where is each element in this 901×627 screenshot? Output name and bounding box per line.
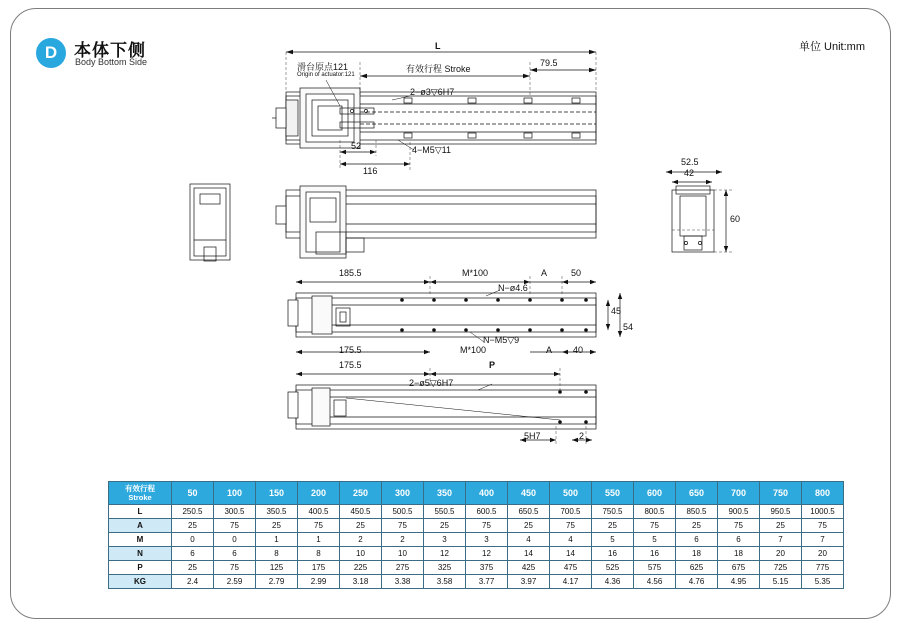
cell: 4.76 (676, 575, 718, 589)
cell: 950.5 (760, 505, 802, 519)
dim-label-2: 2 (579, 431, 585, 441)
cell: 0 (172, 533, 214, 547)
cell: 650.5 (508, 505, 550, 519)
corner-label-cn: 有效行程 (125, 484, 155, 493)
cell: 18 (676, 547, 718, 561)
dim-label-54: 54 (623, 322, 634, 332)
cell: 6 (172, 547, 214, 561)
hole-callout-nm5: N−M5▽9 (483, 335, 520, 345)
cell: 2.79 (256, 575, 298, 589)
col-header: 250 (340, 482, 382, 505)
dim-label-116: 116 (363, 166, 378, 176)
corner-label-en: Stroke (128, 493, 152, 502)
table-row (109, 547, 844, 561)
cell: 75 (382, 519, 424, 533)
table-row (109, 505, 844, 519)
col-header: 600 (634, 482, 676, 505)
cell: 25 (508, 519, 550, 533)
cell: 75 (214, 561, 256, 575)
col-header: 700 (718, 482, 760, 505)
table-corner-header (109, 482, 172, 505)
cell: 14 (550, 547, 592, 561)
section-badge: D (36, 38, 66, 68)
cell: 1000.5 (802, 505, 844, 519)
cell: 475 (550, 561, 592, 575)
cell: 550.5 (424, 505, 466, 519)
cell: 75 (550, 519, 592, 533)
cell: 3.38 (382, 575, 424, 589)
col-header: 800 (802, 482, 844, 505)
spec-table-body (109, 505, 844, 589)
cell: 125 (256, 561, 298, 575)
col-header: 350 (424, 482, 466, 505)
cell: 12 (466, 547, 508, 561)
dim-label-79-5: 79.5 (540, 58, 558, 68)
cell: 10 (382, 547, 424, 561)
cell: 75 (718, 519, 760, 533)
cell: 350.5 (256, 505, 298, 519)
table-header-row (109, 482, 844, 505)
cell: 6 (676, 533, 718, 547)
cell: 575 (634, 561, 676, 575)
cell: 3.77 (466, 575, 508, 589)
cell: 0 (214, 533, 256, 547)
cell: 18 (718, 547, 760, 561)
col-header: 550 (592, 482, 634, 505)
spec-table (108, 481, 844, 589)
cell: 5.35 (802, 575, 844, 589)
cell: 3 (424, 533, 466, 547)
col-header: 300 (382, 482, 424, 505)
table-row (109, 561, 844, 575)
dim-label-A-top: A (541, 268, 548, 278)
cell: 25 (760, 519, 802, 533)
cell: 7 (760, 533, 802, 547)
cell: 10 (340, 547, 382, 561)
col-header: 200 (298, 482, 340, 505)
cell: 20 (802, 547, 844, 561)
cell: 375 (466, 561, 508, 575)
cell: 625 (676, 561, 718, 575)
hole-callout-2x3: 2−ø3▽6H7 (410, 87, 455, 97)
cell: 6 (718, 533, 760, 547)
col-header: 500 (550, 482, 592, 505)
table-row (109, 519, 844, 533)
table-row (109, 575, 844, 589)
cell: 12 (424, 547, 466, 561)
hole-callout-2x5: 2−ø5▽6H7 (409, 378, 454, 388)
dim-label-185-5: 185.5 (339, 268, 362, 278)
table-row (109, 533, 844, 547)
cell: 2.59 (214, 575, 256, 589)
dim-label-A-bottom: A (546, 345, 553, 355)
cell: 775 (802, 561, 844, 575)
col-header: 150 (256, 482, 298, 505)
row-header: N (109, 547, 172, 561)
cell: 675 (718, 561, 760, 575)
dim-label-60: 60 (730, 214, 741, 224)
dim-label-50: 50 (571, 268, 582, 278)
cell: 25 (424, 519, 466, 533)
dim-label-175-5-mid: 175.5 (339, 345, 362, 355)
cell: 2 (382, 533, 424, 547)
dim-label-42: 42 (684, 168, 695, 178)
col-header: 450 (508, 482, 550, 505)
dim-label-P: P (489, 360, 496, 370)
origin-label-cn: 滑台原点121 (297, 62, 349, 72)
cell: 25 (592, 519, 634, 533)
row-header: A (109, 519, 172, 533)
cell: 600.5 (466, 505, 508, 519)
cell: 25 (676, 519, 718, 533)
cell: 1 (298, 533, 340, 547)
cell: 4 (550, 533, 592, 547)
cell: 3.97 (508, 575, 550, 589)
cell: 2 (340, 533, 382, 547)
cell: 75 (214, 519, 256, 533)
cell: 16 (592, 547, 634, 561)
cell: 3 (466, 533, 508, 547)
dim-label-45: 45 (611, 306, 622, 316)
dim-label-m100-bottom: M*100 (460, 345, 487, 355)
cell: 75 (466, 519, 508, 533)
col-header: 100 (214, 482, 256, 505)
cell: 725 (760, 561, 802, 575)
cell: 175 (298, 561, 340, 575)
cell: 25 (340, 519, 382, 533)
dim-label-52-5: 52.5 (681, 157, 699, 167)
cell: 750.5 (592, 505, 634, 519)
cell: 75 (802, 519, 844, 533)
cell: 4.36 (592, 575, 634, 589)
cell: 4.56 (634, 575, 676, 589)
cell: 800.5 (634, 505, 676, 519)
cell: 500.5 (382, 505, 424, 519)
cell: 4.95 (718, 575, 760, 589)
hole-callout-n46: N−ø4.6 (498, 283, 528, 293)
cell: 25 (256, 519, 298, 533)
cell: 4 (508, 533, 550, 547)
row-header: M (109, 533, 172, 547)
cell: 16 (634, 547, 676, 561)
cell: 525 (592, 561, 634, 575)
page-title: 本体下侧 (74, 41, 146, 60)
cell: 5.15 (760, 575, 802, 589)
cell: 4.17 (550, 575, 592, 589)
cell: 3.18 (340, 575, 382, 589)
col-header: 650 (676, 482, 718, 505)
cell: 2.4 (172, 575, 214, 589)
spec-table-head (109, 482, 844, 505)
cell: 275 (382, 561, 424, 575)
cell: 1 (256, 533, 298, 547)
cell: 25 (172, 519, 214, 533)
cell: 7 (802, 533, 844, 547)
cell: 75 (634, 519, 676, 533)
cell: 300.5 (214, 505, 256, 519)
dim-label-175-5-bottom: 175.5 (339, 360, 362, 370)
col-header: 50 (172, 482, 214, 505)
row-header: KG (109, 575, 172, 589)
cell: 900.5 (718, 505, 760, 519)
cell: 450.5 (340, 505, 382, 519)
cell: 2.99 (298, 575, 340, 589)
cell: 250.5 (172, 505, 214, 519)
dim-label-L: L (435, 41, 441, 51)
col-header: 400 (466, 482, 508, 505)
cell: 75 (298, 519, 340, 533)
unit-label: 单位 Unit:mm (799, 41, 865, 53)
cell: 8 (298, 547, 340, 561)
dim-label-5h7: 5H7 (524, 431, 541, 441)
row-header: L (109, 505, 172, 519)
cell: 5 (592, 533, 634, 547)
cell: 6 (214, 547, 256, 561)
cell: 850.5 (676, 505, 718, 519)
cell: 425 (508, 561, 550, 575)
cell: 225 (340, 561, 382, 575)
dim-label-52: 52 (351, 141, 362, 151)
cell: 20 (760, 547, 802, 561)
spec-table-wrap (108, 481, 844, 589)
cell: 14 (508, 547, 550, 561)
stroke-label: 有效行程 Stroke (406, 64, 471, 74)
cell: 325 (424, 561, 466, 575)
cell: 3.58 (424, 575, 466, 589)
cell: 8 (256, 547, 298, 561)
page-subtitle: Body Bottom Side (75, 57, 148, 67)
origin-label-en: Origin of actuator:121 (297, 72, 355, 78)
dim-label-40: 40 (573, 345, 584, 355)
row-header: P (109, 561, 172, 575)
cell: 5 (634, 533, 676, 547)
cell: 25 (172, 561, 214, 575)
dim-label-m100-top: M*100 (462, 268, 489, 278)
cell: 700.5 (550, 505, 592, 519)
cell: 400.5 (298, 505, 340, 519)
col-header: 750 (760, 482, 802, 505)
hole-callout-4xm5: 4−M5▽11 (412, 145, 452, 155)
